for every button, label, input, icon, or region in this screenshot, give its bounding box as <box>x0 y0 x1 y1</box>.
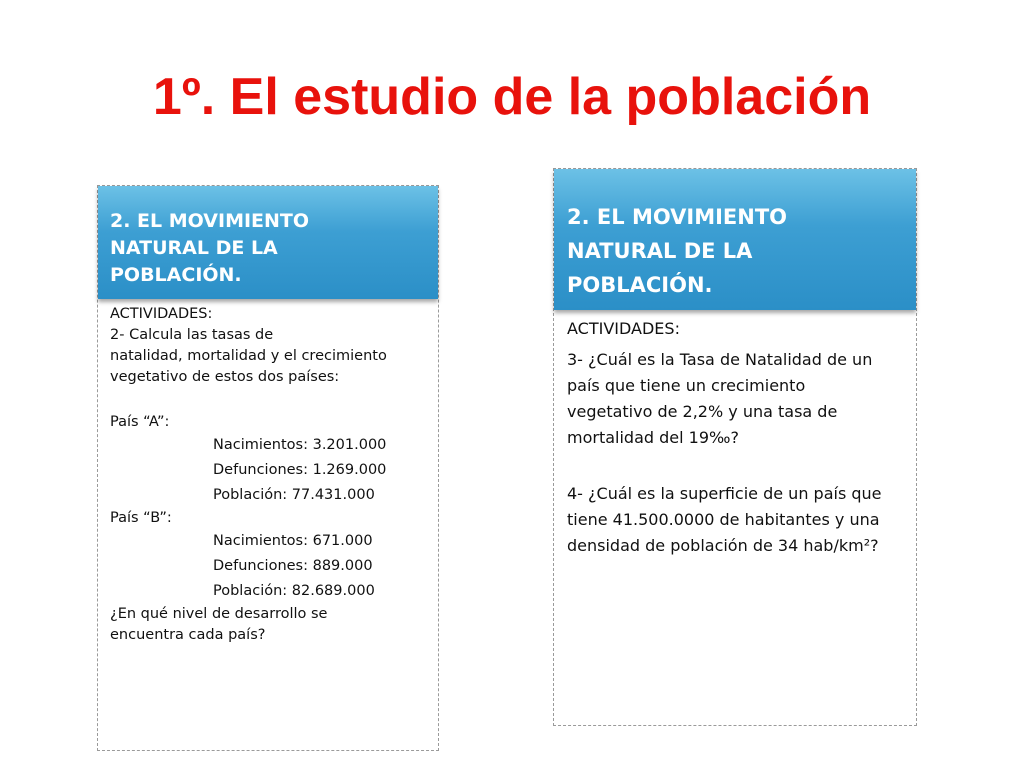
country-a-label: País “A”: <box>110 414 170 430</box>
spacer <box>110 388 428 412</box>
country-b-births: Nacimientos: 671.000 <box>213 533 373 549</box>
country-b-label: País “B”: <box>110 510 172 526</box>
card-header <box>554 169 916 310</box>
slide-title: 1º. El estudio de la población <box>152 68 872 126</box>
activity-question: 2- Calcula las tasas de natalidad, mortalidad y el crecimiento vegetativo de estos dos países: <box>110 327 387 385</box>
closing-question: ¿En qué nivel de desarrollo se encuentra cada país? <box>110 606 328 643</box>
question-3: 3- ¿Cuál es la Tasa de Natalidad de un país que tiene un crecimiento vegetativo de 2,2% y una tasa de mortalidad del 19‰? <box>567 350 873 447</box>
card-header <box>98 186 438 299</box>
question-4: 4- ¿Cuál es la superficie de un país que tiene 41.500.0000 de habitantes y una densidad de población de 34 hab/km²? <box>567 484 882 555</box>
spacer <box>567 451 906 481</box>
activities-label: ACTIVIDADES: <box>110 306 213 322</box>
country-a-deaths: Defunciones: 1.269.000 <box>213 462 387 478</box>
country-a-population: Población: 77.431.000 <box>213 487 375 503</box>
country-b-deaths: Defunciones: 889.000 <box>213 558 373 574</box>
card-header-text: 2. EL MOVIMIENTO NATURAL DE LA POBLACIÓN. <box>110 210 310 286</box>
card-header-text: 2. EL MOVIMIENTO NATURAL DE LA POBLACIÓN. <box>567 205 787 297</box>
country-a-births: Nacimientos: 3.201.000 <box>213 437 387 453</box>
activity-card-right <box>553 168 917 726</box>
activity-card-left <box>97 185 439 751</box>
activities-label: ACTIVIDADES: <box>567 319 680 338</box>
card-body <box>98 304 438 646</box>
card-body <box>554 316 916 559</box>
country-b-population: Población: 82.689.000 <box>213 583 375 599</box>
